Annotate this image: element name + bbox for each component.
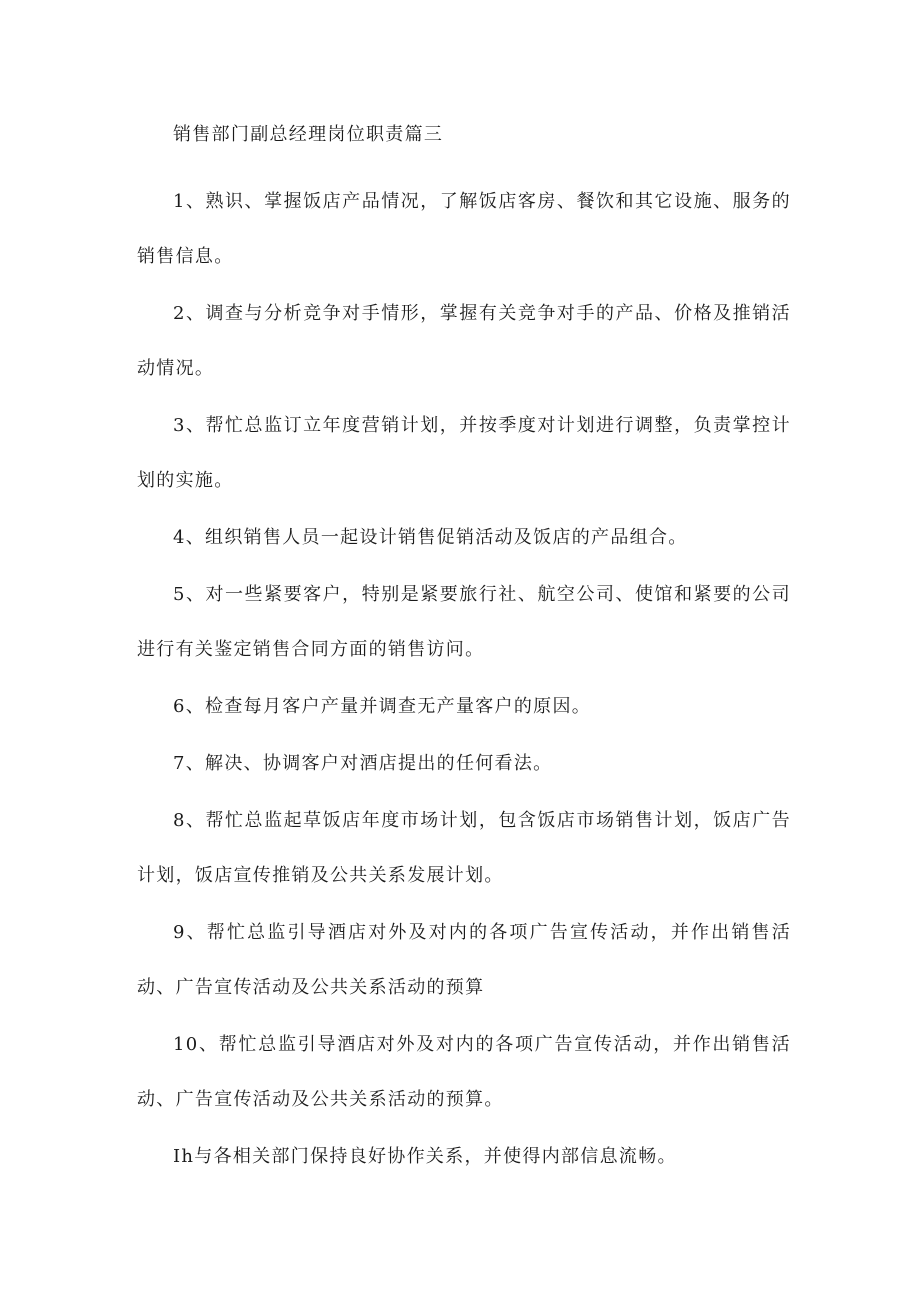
document-heading: 销售部门副总经理岗位职责篇三 [173, 124, 444, 145]
duty-item-10: 10、帮忙总监引导酒店对外及对内的各项广告宣传活动，并作出销售活动、广告宣传活动及公共关系活动的预算。 [137, 1034, 791, 1110]
duty-item-1: 1、熟识、掌握饭店产品情况，了解饭店客房、餐饮和其它设施、服务的销售信息。 [137, 191, 791, 267]
duty-item-6: 6、检查每月客户产量并调查无产量客户的原因。 [173, 696, 592, 717]
duty-item-4: 4、组织销售人员一起设计销售促销活动及饭店的产品组合。 [173, 527, 688, 548]
duty-item-8: 8、帮忙总监起草饭店年度市场计划，包含饭店市场销售计划，饭店广告计划，饭店宣传推销及公共关系发展计划。 [137, 810, 791, 886]
duty-item-11: Ih与各相关部门保持良好协作关系，并使得内部信息流畅。 [173, 1146, 677, 1167]
document-body [137, 120, 791, 1184]
duty-item-3: 3、帮忙总监订立年度营销计划，并按季度对计划进行调整，负责掌控计划的实施。 [137, 415, 791, 491]
duty-item-5: 5、对一些紧要客户，特别是紧要旅行社、航空公司、使馆和紧要的公司进行有关鉴定销售合同方面的销售访问。 [137, 584, 791, 660]
duty-item-2: 2、调查与分析竞争对手情形，掌握有关竞争对手的产品、价格及推销活动情况。 [137, 303, 791, 379]
duty-item-9: 9、帮忙总监引导酒店对外及对内的各项广告宣传活动，并作出销售活动、广告宣传活动及公共关系活动的预算 [137, 922, 791, 998]
duty-item-7: 7、解决、协调客户对酒店提出的任何看法。 [173, 753, 553, 774]
